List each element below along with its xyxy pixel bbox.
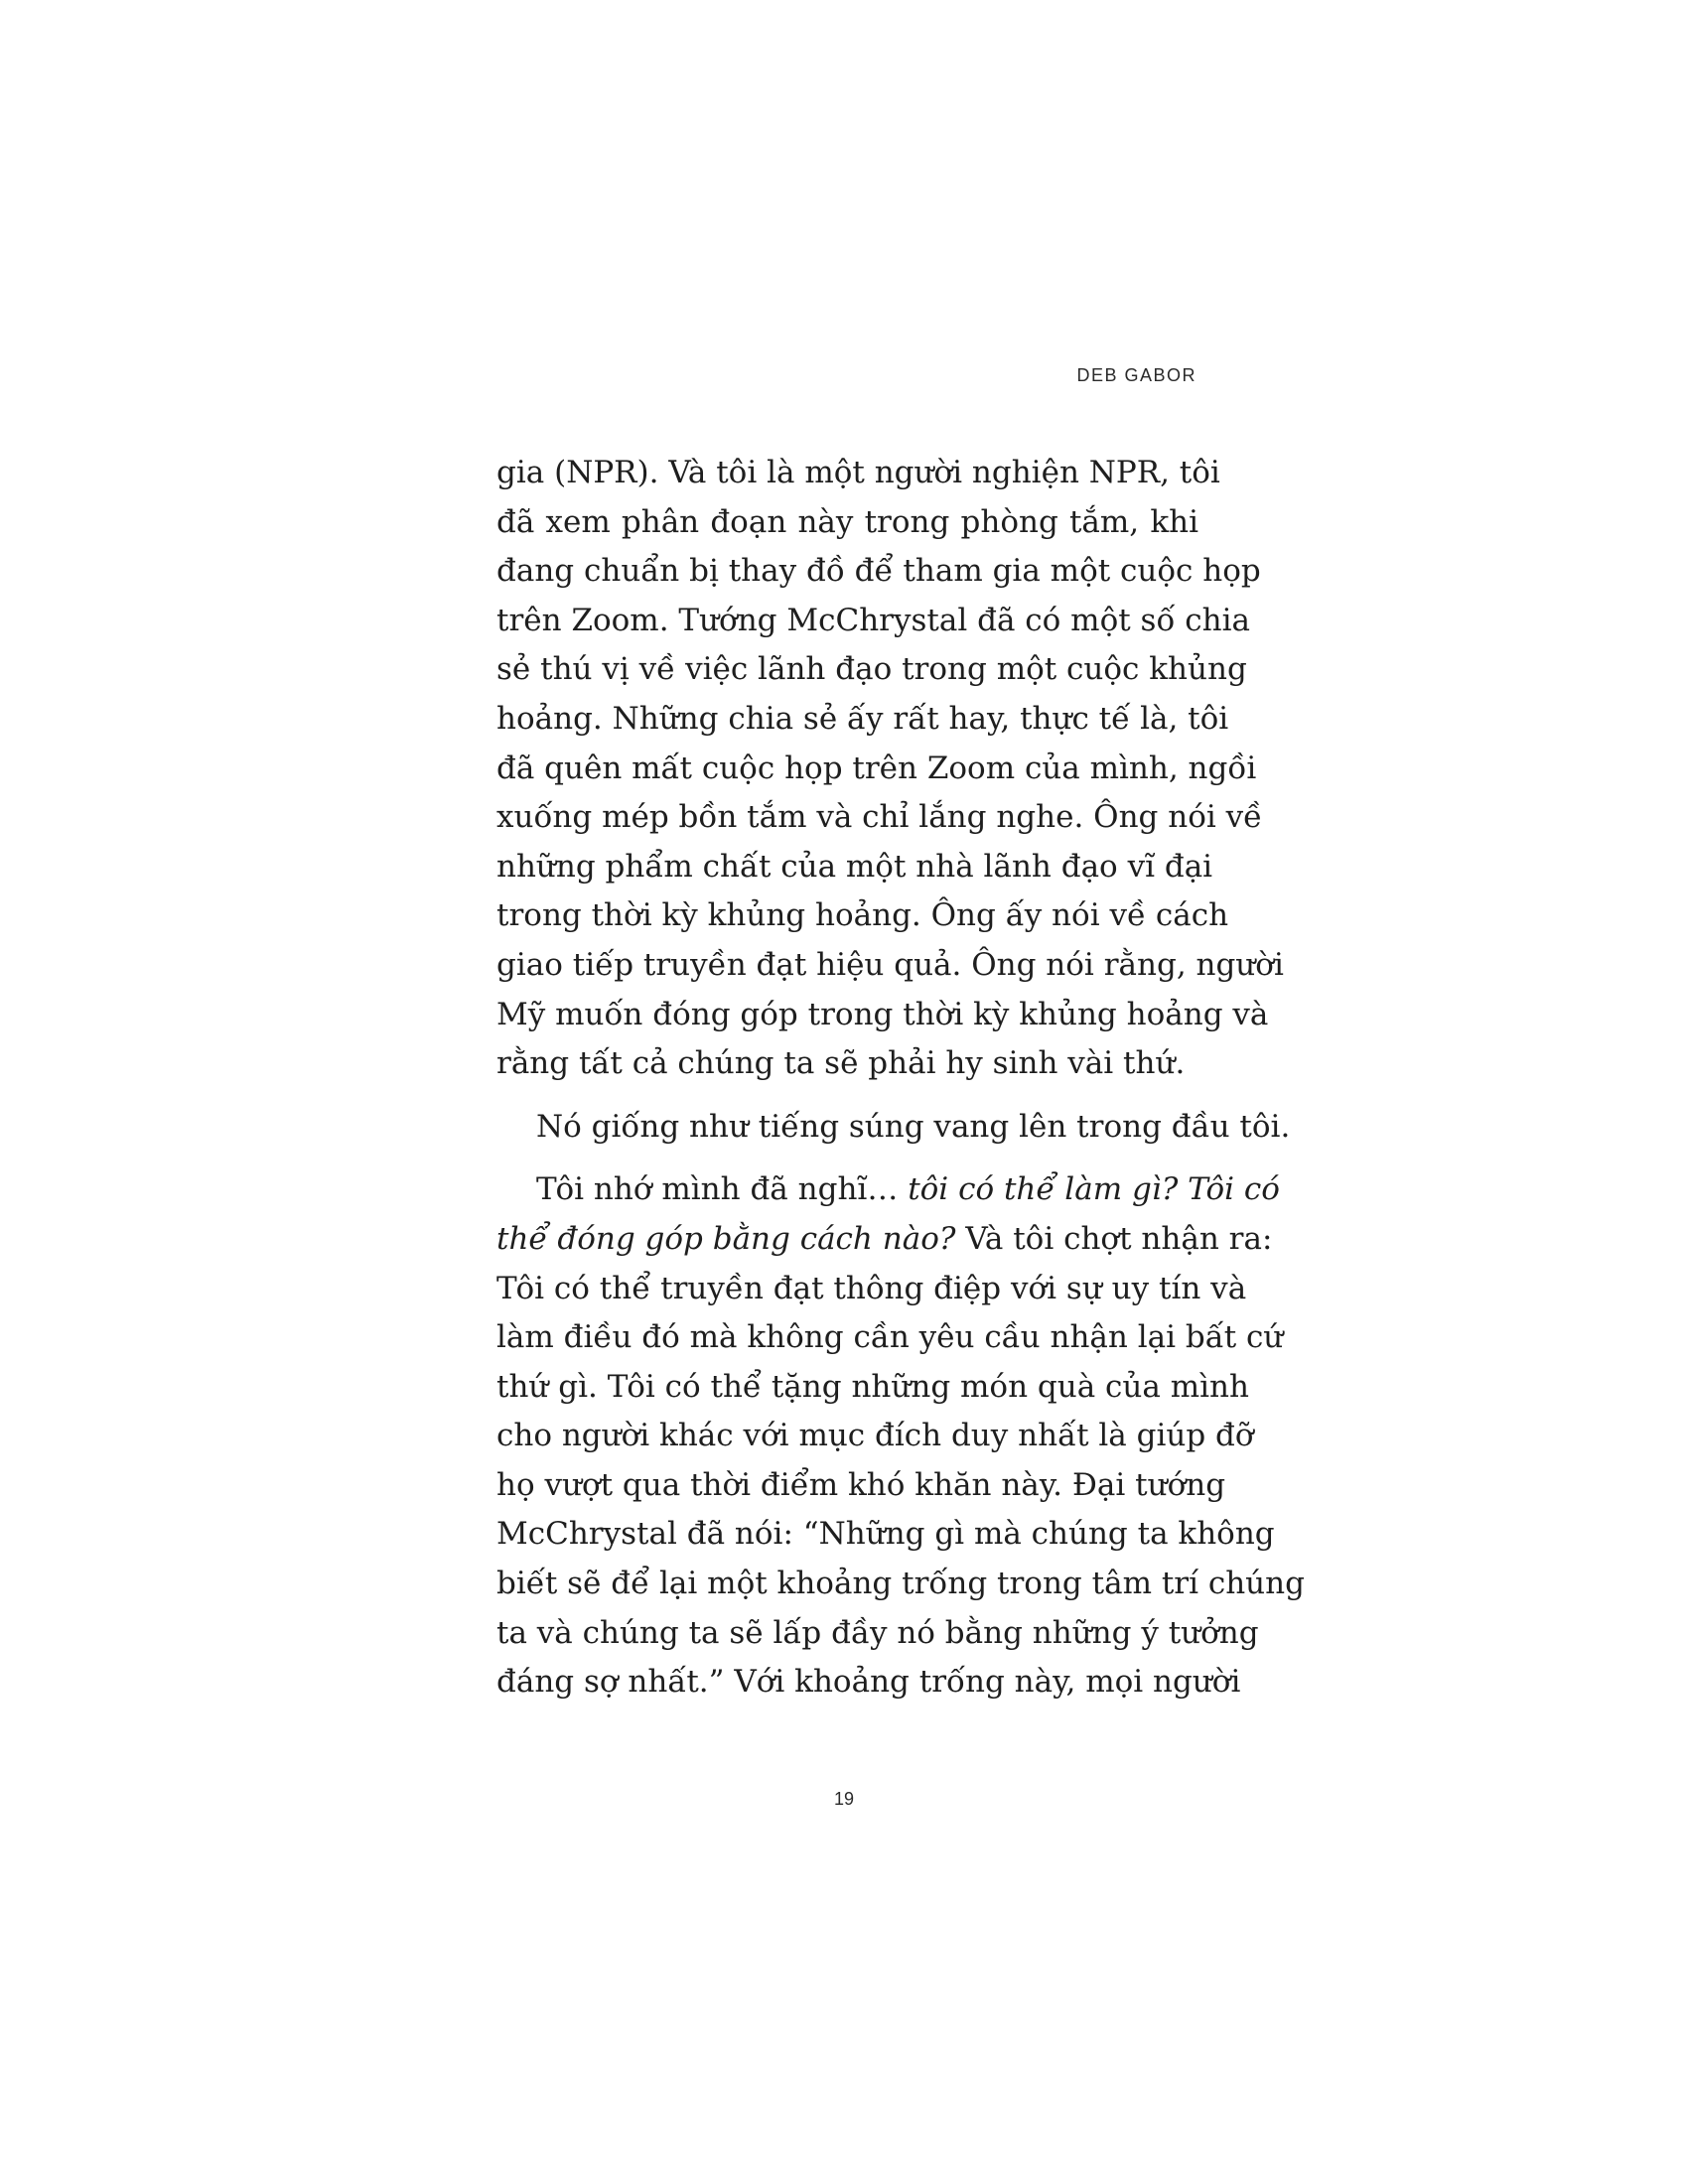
body-text xyxy=(496,449,1305,1707)
text-line: đang chuẩn bị thay đồ để tham gia một cuộc họp xyxy=(496,553,1261,590)
text-line: sẻ thú vị về việc lãnh đạo trong một cuộc khủng xyxy=(496,651,1247,688)
paragraph-gap xyxy=(496,1089,1198,1103)
text-line: đã xem phân đoạn này trong phòng tắm, khi xyxy=(496,503,1198,540)
text-line: xuống mép bồn tắm và chỉ lắng nghe. Ông nói về xyxy=(496,799,1263,836)
text-line: rằng tất cả chúng ta sẽ phải hy sinh vài thứ. xyxy=(496,1045,1186,1082)
text-line: Mỹ muốn đóng góp trong thời kỳ khủng hoảng và xyxy=(496,996,1269,1032)
paragraph-gap xyxy=(496,1152,1198,1165)
text-line-mixed xyxy=(496,1215,1273,1265)
text-line: gia (NPR). Và tôi là một người nghiện NPR, tôi xyxy=(496,455,1220,490)
text-line: cho người khác với mục đích duy nhất là giúp đỡ xyxy=(496,1418,1254,1454)
text-line: đáng sợ nhất.” Với khoảng trống này, mọi người xyxy=(496,1664,1241,1701)
text-line: những phẩm chất của một nhà lãnh đạo vĩ đại xyxy=(496,848,1213,885)
italic-text-segment: thể đóng góp bằng cách nào? xyxy=(496,1220,956,1257)
text-line-mixed xyxy=(496,1165,1280,1215)
running-header-author: DEB GABOR xyxy=(1076,365,1196,385)
italic-text-segment: tôi có thể làm gì? Tôi có xyxy=(908,1171,1280,1208)
text-segment: Và tôi chợt nhận ra: xyxy=(955,1220,1273,1257)
text-line: giao tiếp truyền đạt hiệu quả. Ông nói rằng, người xyxy=(496,946,1284,983)
text-line: đã quên mất cuộc họp trên Zoom của mình, ngồi xyxy=(496,750,1257,786)
text-line: McChrystal đã nói: “Những gì mà chúng ta không xyxy=(496,1516,1275,1553)
text-line: trong thời kỳ khủng hoảng. Ông ấy nói về cách xyxy=(496,897,1229,934)
text-line: họ vượt qua thời điểm khó khăn này. Đại tướng xyxy=(496,1466,1226,1503)
text-line: trên Zoom. Tướng McChrystal đã có một số chia xyxy=(496,602,1251,638)
text-line: ta và chúng ta sẽ lấp đầy nó bằng những ý tưởng xyxy=(496,1614,1259,1651)
paragraph-line: Nó giống như tiếng súng vang lên trong đầu tôi. xyxy=(536,1108,1291,1145)
text-line: làm điều đó mà không cần yêu cầu nhận lại bất cứ xyxy=(496,1319,1284,1356)
page-number: 19 xyxy=(833,1789,855,1809)
text-line: Tôi có thể truyền đạt thông điệp với sự uy tín và xyxy=(496,1270,1247,1306)
text-segment: Tôi nhớ mình đã nghĩ… xyxy=(536,1171,909,1208)
text-line: hoảng. Những chia sẻ ấy rất hay, thực tế là, tôi xyxy=(496,700,1229,737)
text-line: thứ gì. Tôi có thể tặng những món quà của mình xyxy=(496,1368,1249,1405)
text-line: biết sẽ để lại một khoảng trống trong tâm trí chúng xyxy=(496,1566,1305,1602)
